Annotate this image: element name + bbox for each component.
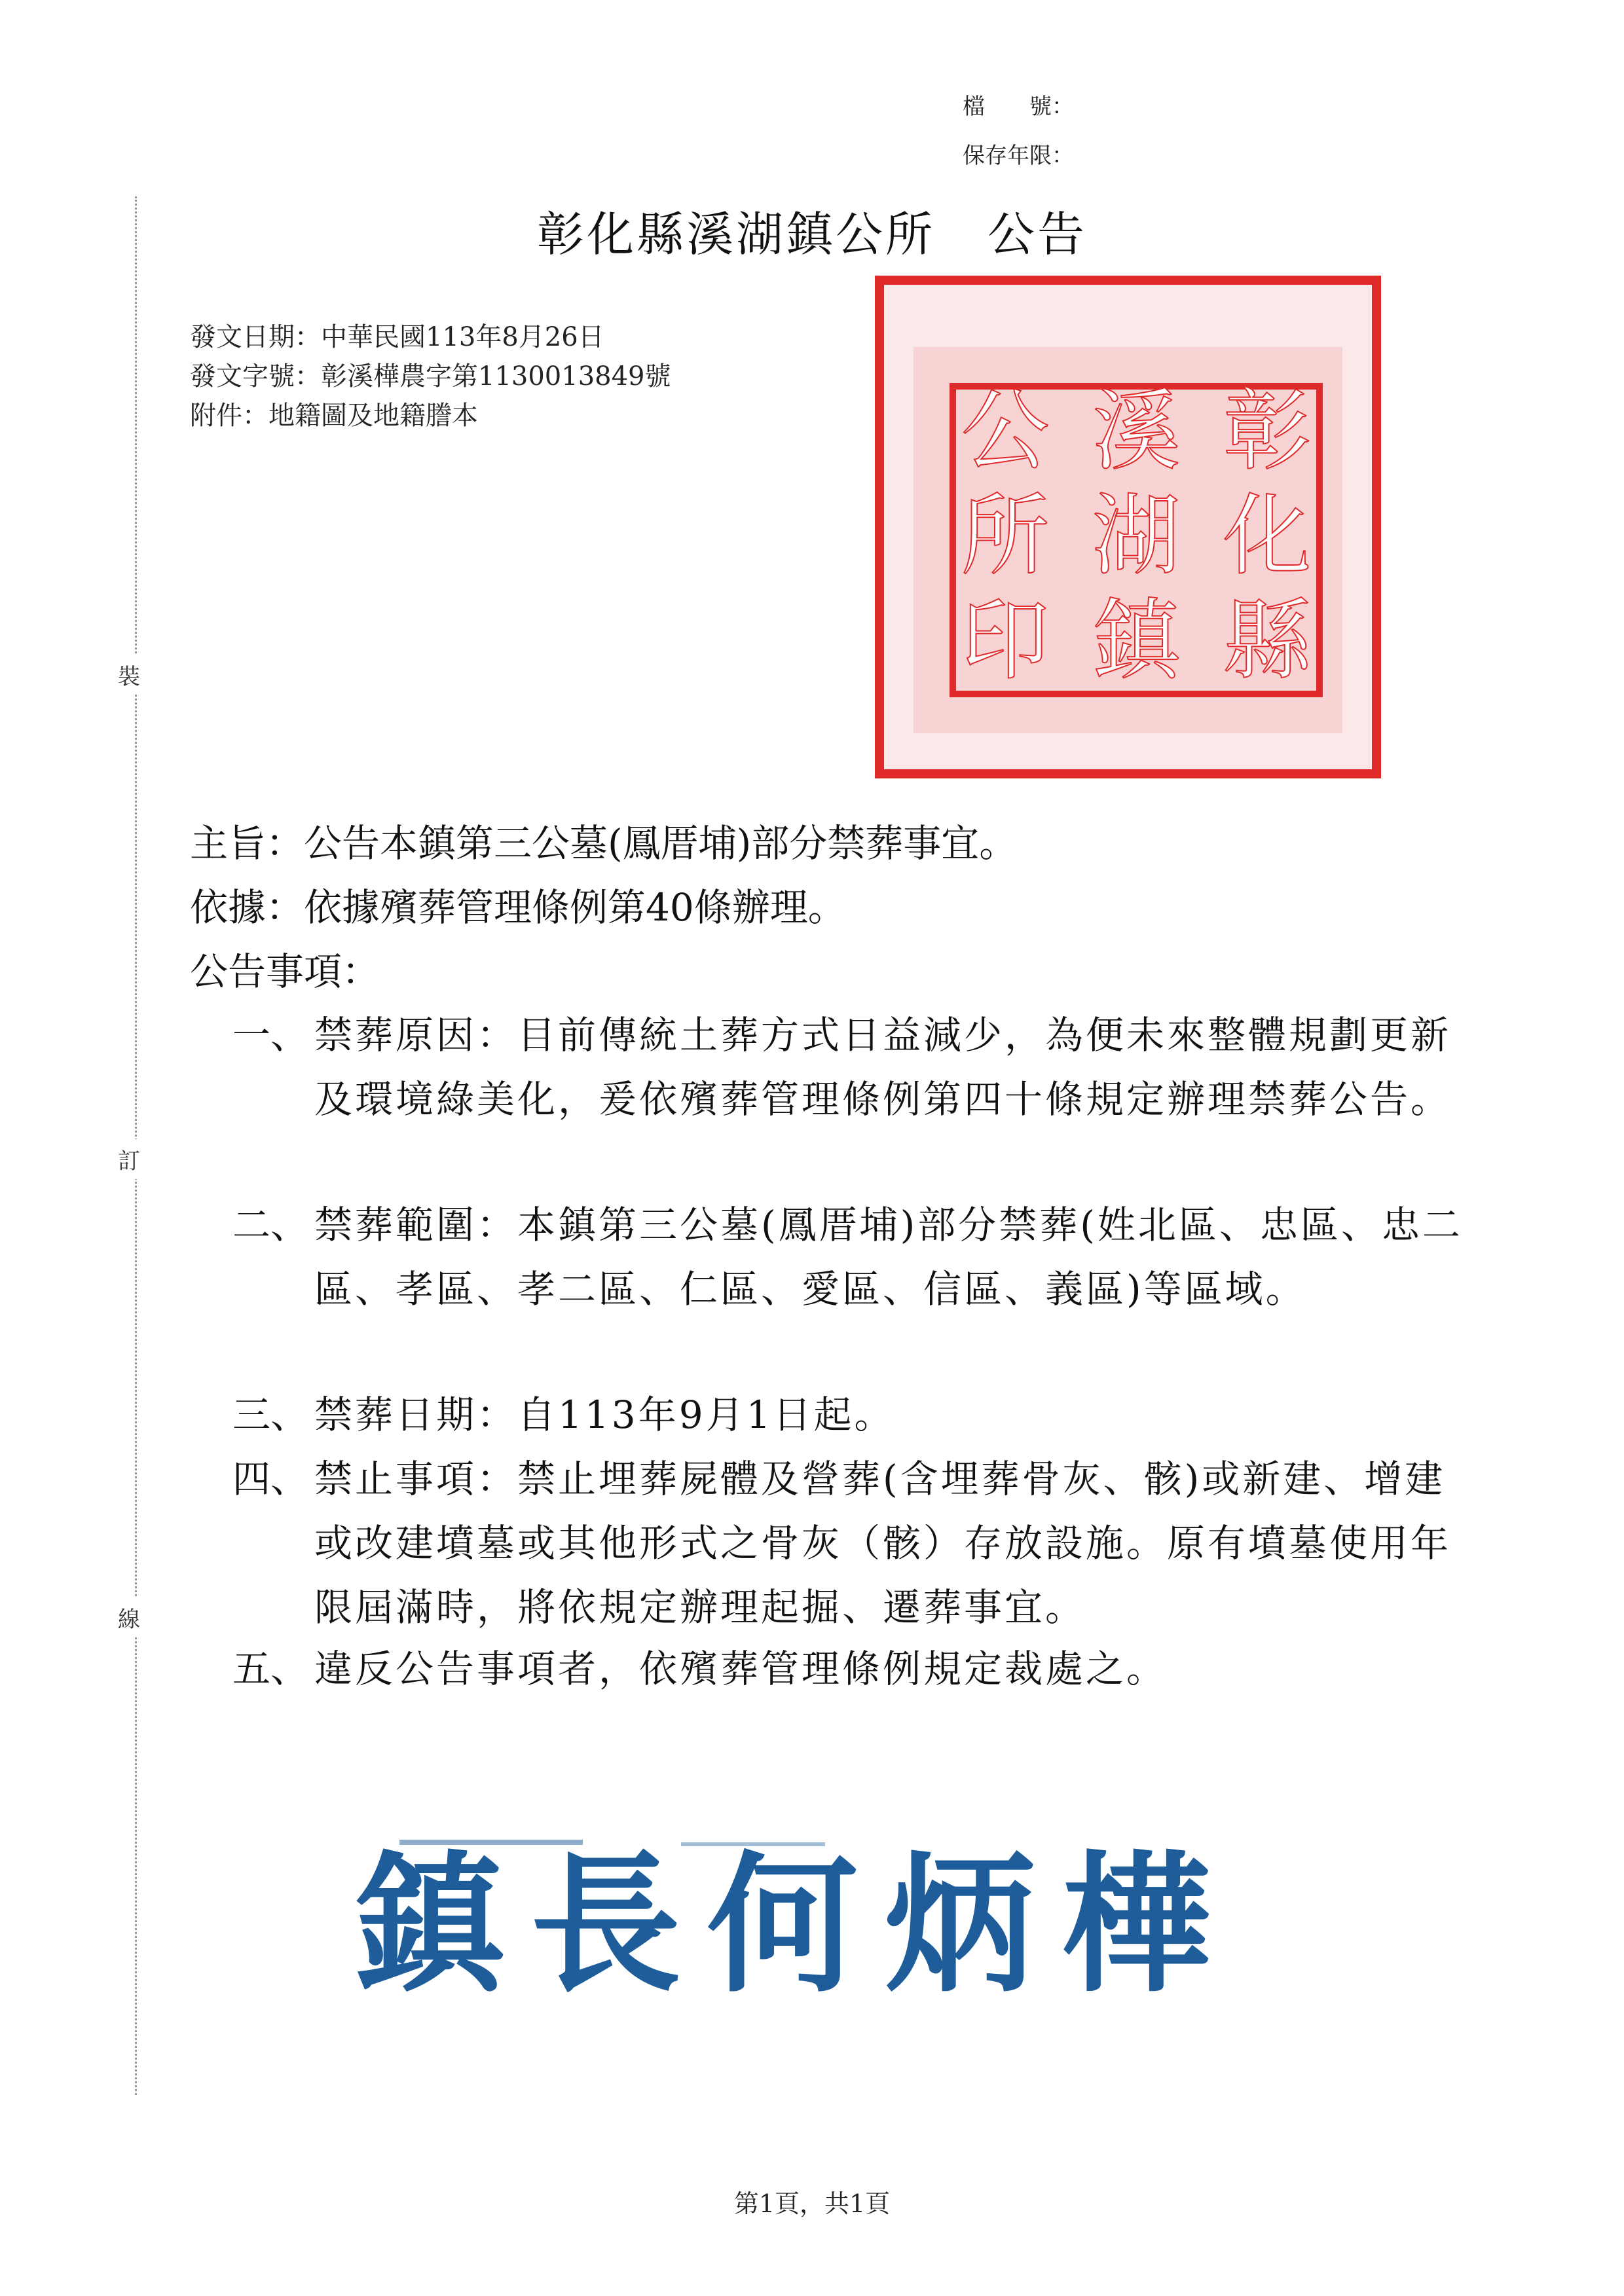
official-seal <box>874 275 1382 779</box>
seal-glyph: 印 <box>961 589 1050 692</box>
page-number: 第1頁，共1頁 <box>733 2189 891 2218</box>
item-text: 違反公告事項者，依殯葬管理條例規定裁處之。 <box>314 1647 1168 1691</box>
document-title <box>0 196 1624 264</box>
item-number: 一、 <box>232 1013 309 1057</box>
binding-mark-ding: 訂 <box>118 1139 140 1179</box>
item-text: 禁葬範圍：本鎮第三公墓(鳳厝埔)部分禁葬(姓北區、忠區、忠二區、孝區、孝二區、仁區、愛區、信區、義區)等區域。 <box>314 1203 1463 1311</box>
binding-mark-zhuang: 裝 <box>118 655 140 695</box>
item-number: 二、 <box>232 1203 309 1247</box>
item-number: 三、 <box>232 1393 309 1437</box>
item-number: 四、 <box>232 1457 309 1501</box>
issue-number: 發文字號：彰溪樺農字第1130013849號 <box>190 361 671 392</box>
items-heading: 公告事項： <box>190 949 380 994</box>
seal-glyph: 化 <box>1223 484 1312 587</box>
seal-glyph: 鎮 <box>1092 589 1181 692</box>
svg-text:鎮長何炳樺: 鎮長何炳樺 <box>354 1838 1238 2013</box>
seal-glyph: 溪 <box>1092 380 1181 483</box>
seal-glyph: 彰 <box>1223 380 1312 483</box>
doc-type: 公告 <box>987 207 1088 262</box>
item-text: 禁葬日期：自113年9月1日起。 <box>314 1393 895 1437</box>
subject-line: 主旨：公告本鎮第三公墓(鳳厝埔)部分禁葬事宜。 <box>190 821 1018 866</box>
seal-glyph: 公 <box>961 380 1050 483</box>
item-number: 五、 <box>232 1647 309 1691</box>
basis-line: 依據：依據殯葬管理條例第40條辦理。 <box>190 885 846 930</box>
seal-glyph: 縣 <box>1223 589 1312 692</box>
binding-mark-xian: 線 <box>118 1597 140 1637</box>
org-name: 彰化縣溪湖鎮公所 <box>536 207 935 262</box>
retention-period-label: 保存年限： <box>963 143 1074 169</box>
seal-glyph: 所 <box>961 484 1050 587</box>
mayor-signature-stamp <box>327 1827 1244 2023</box>
file-number-label: 檔 號： <box>963 94 1074 120</box>
issue-date: 發文日期：中華民國113年8月26日 <box>190 322 604 352</box>
attachment: 附件：地籍圖及地籍謄本 <box>190 401 478 431</box>
item-text: 禁葬原因：目前傳統土葬方式日益減少，為便未來整體規劃更新及環境綠美化，爰依殯葬管理條例第四十條規定辦理禁葬公告。 <box>314 1013 1452 1121</box>
item-text: 禁止事項：禁止埋葬屍體及營葬(含埋葬骨灰、骸)或新建、增建或改建墳墓或其他形式之骨灰（骸）存放設施。原有墳墓使用年限屆滿時，將依規定辦理起掘、遷葬事宜。 <box>314 1457 1452 1630</box>
seal-glyph: 湖 <box>1092 484 1181 587</box>
